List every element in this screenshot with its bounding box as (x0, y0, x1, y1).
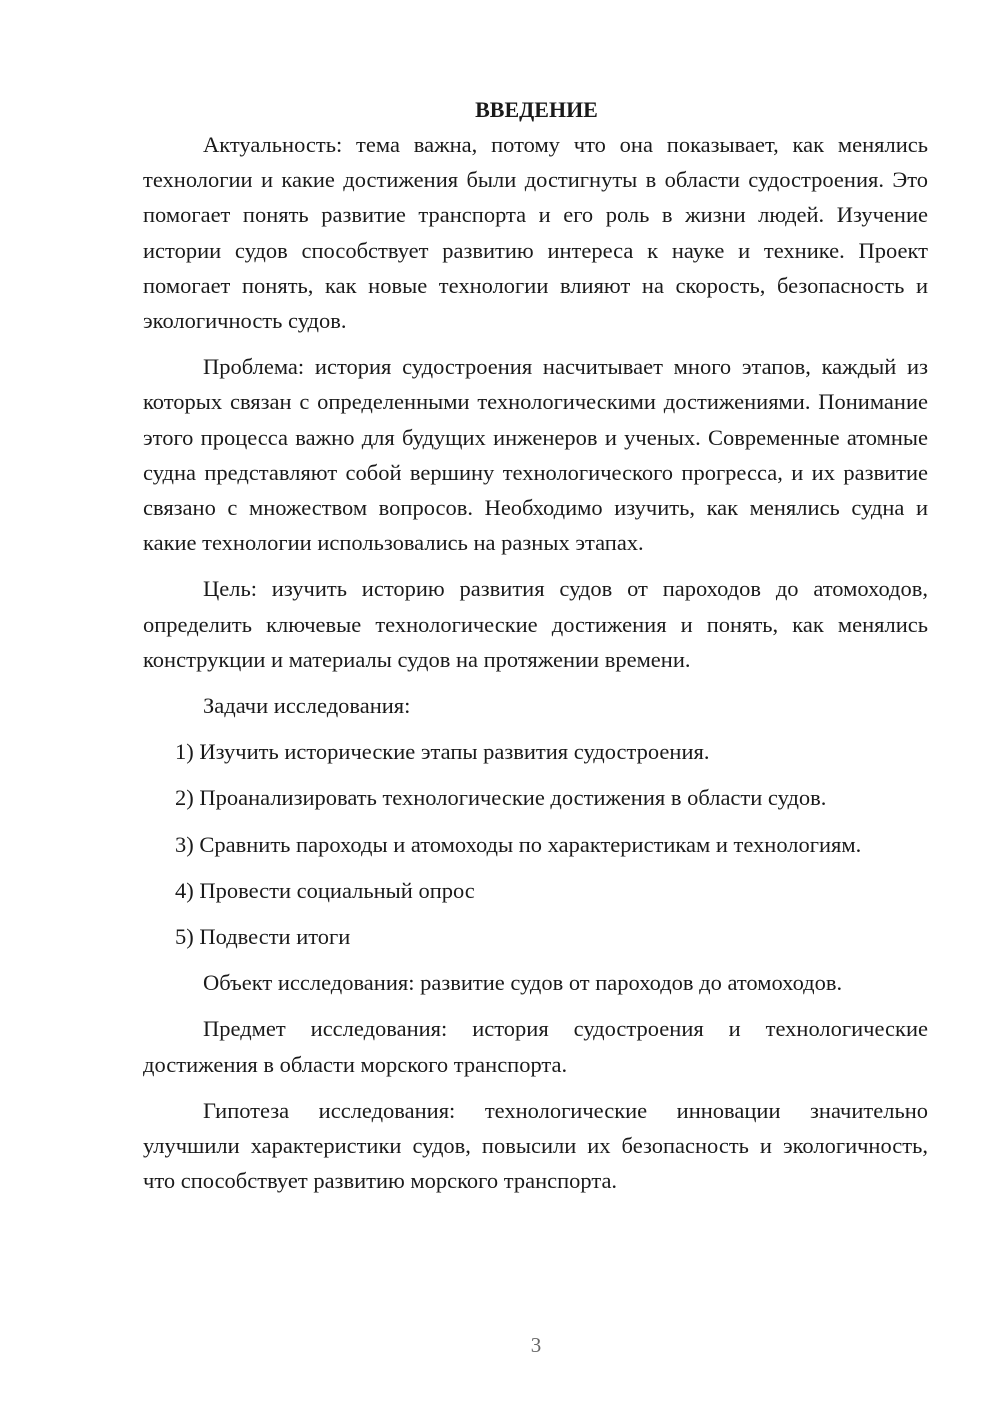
object-paragraph: Объект исследования: развитие судов от пароходов до атомоходов. (203, 970, 843, 996)
relevance-paragraph: Актуальность: тема важна, потому что она показывает, как менялись технологии и какие достижения были достигнуты в области судостроения. Это помогает понять развитие транспорта и его роль в жизни людей. Изучение истории судов способствует развитию интереса к науке и технике. Проект помогает понять, как новые технологии влияют на скорость, безопасность и экологичность судов. (143, 132, 928, 334)
page-number: 3 (530, 1333, 542, 1357)
document-page (143, 92, 928, 1198)
problem-paragraph: Проблема: история судостроения насчитывает много этапов, каждый из которых связан с определенными технологическими достижениями. Понимание этого процесса важно для будущих инженеров и ученых. Современные атомные судна представляют собой вершину технологического прогресса, и их развитие связано с множеством вопросов. Необходимо изучить, как менялись судна и какие технологии использовались на разных этапах. (143, 354, 928, 556)
task-item-5: 5) Подвести итоги (175, 924, 351, 950)
task-item-4: 4) Провести социальный опрос (175, 877, 475, 903)
section-heading: ВВЕДЕНИЕ (475, 97, 598, 122)
task-item-2: 2) Проанализировать технологические достижения в области судов. (175, 785, 827, 811)
task-item-3: 3) Сравнить пароходы и атомоходы по характеристикам и технологиям. (175, 831, 862, 857)
subject-paragraph: Предмет исследования: история судостроения и технологические достижения в области морского транспорта. (143, 1016, 928, 1077)
task-item-1: 1) Изучить исторические этапы развития судостроения. (175, 739, 710, 765)
hypothesis-paragraph: Гипотеза исследования: технологические инновации значительно улучшили характеристики судов, повысили их безопасность и экологичность, что способствует развитию морского транспорта. (143, 1097, 928, 1194)
goal-paragraph: Цель: изучить историю развития судов от пароходов до атомоходов, определить ключевые технологические достижения и понять, как менялись конструкции и материалы судов на протяжении времени. (143, 576, 928, 672)
tasks-heading: Задачи исследования: (203, 693, 411, 719)
